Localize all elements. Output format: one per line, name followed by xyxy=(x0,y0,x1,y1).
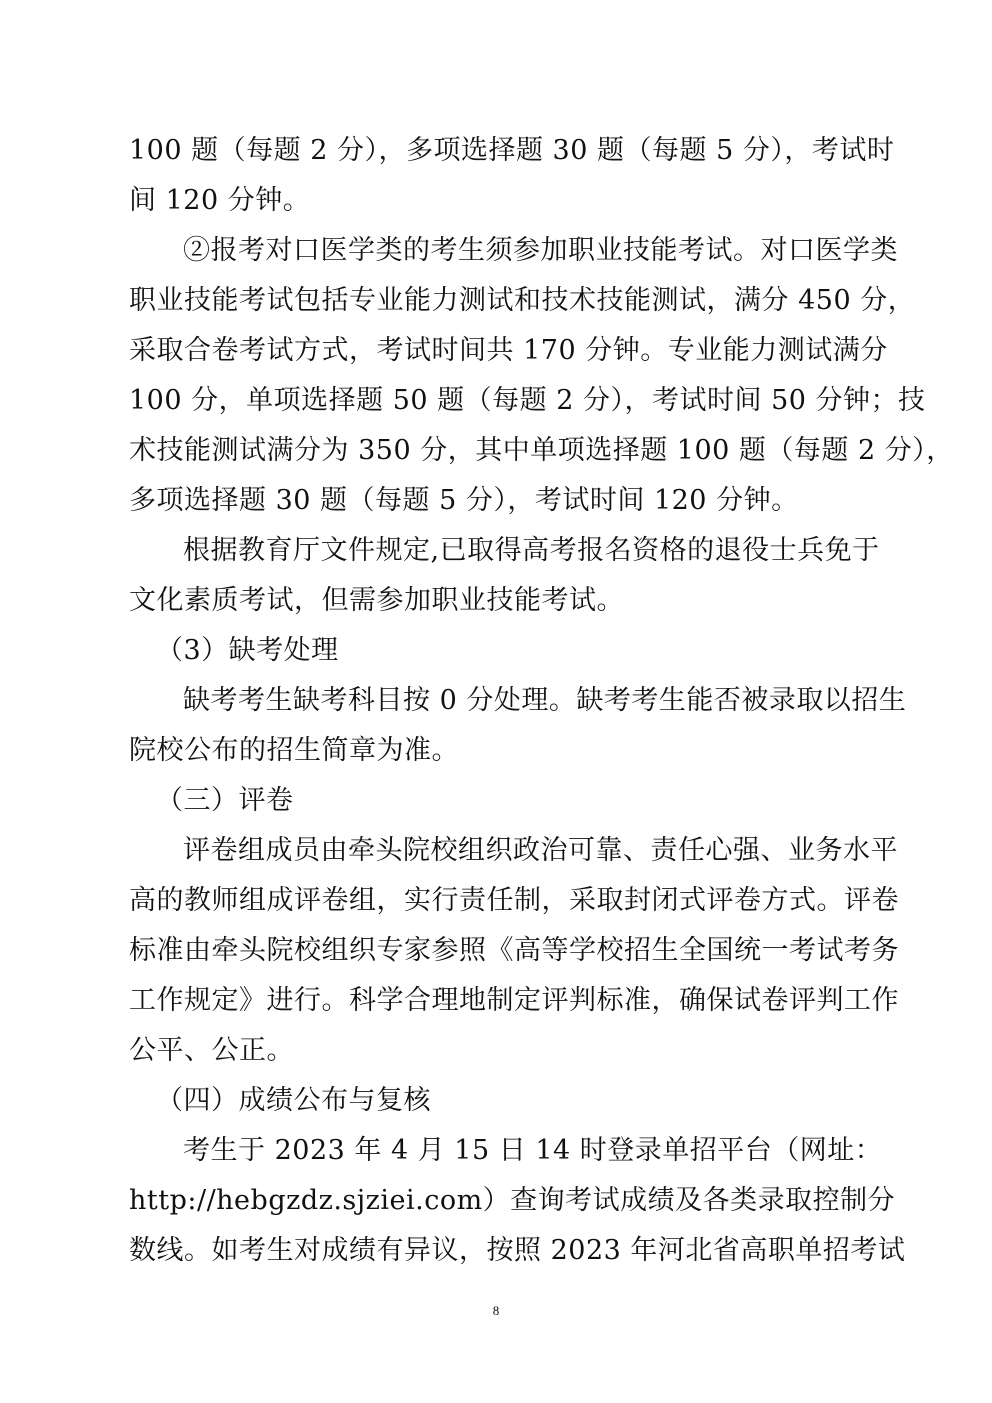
text-line: ②报考对口医学类的考生须参加职业技能考试。对口医学类 xyxy=(183,235,898,266)
text-line: 术技能测试满分为 350 分，其中单项选择题 100 题（每题 2 分）， xyxy=(129,435,954,466)
text-line: 职业技能考试包括专业能力测试和技术技能测试，满分 450 分， xyxy=(129,285,916,316)
text-line: 院校公布的招生简章为准。 xyxy=(129,735,459,766)
text-line: 评卷组成员由牵头院校组织政治可靠、责任心强、业务水平 xyxy=(183,835,898,866)
document-body xyxy=(129,126,954,1276)
text-line: 采取合卷考试方式，考试时间共 170 分钟。专业能力测试满分 xyxy=(129,335,888,366)
section-heading: （四）成绩公布与复核 xyxy=(156,1085,431,1116)
text-line: 多项选择题 30 题（每题 5 分），考试时间 120 分钟。 xyxy=(129,485,799,516)
section-heading: （3）缺考处理 xyxy=(156,635,339,666)
section-heading: （三）评卷 xyxy=(156,785,294,816)
text-line: 缺考考生缺考科目按 0 分处理。缺考考生能否被录取以招生 xyxy=(183,685,907,716)
text-line: 数线。如考生对成绩有异议，按照 2023 年河北省高职单招考试 xyxy=(129,1235,906,1266)
text-line: 文化素质考试，但需参加职业技能考试。 xyxy=(129,585,624,616)
page-number: 8 xyxy=(492,1303,500,1318)
text-line: 100 题（每题 2 分），多项选择题 30 题（每题 5 分），考试时 xyxy=(129,135,895,166)
text-line: 工作规定》进行。科学合理地制定评判标准，确保试卷评判工作 xyxy=(129,985,899,1016)
text-line: 100 分，单项选择题 50 题（每题 2 分），考试时间 50 分钟；技 xyxy=(129,385,926,416)
text-line: 间 120 分钟。 xyxy=(129,185,311,216)
text-line: 标准由牵头院校组织专家参照《高等学校招生全国统一考试考务 xyxy=(129,935,899,966)
text-line: 根据教育厅文件规定,已取得高考报名资格的退役士兵免于 xyxy=(183,535,880,566)
text-line: 考生于 2023 年 4 月 15 日 14 时登录单招平台（网址： xyxy=(183,1135,883,1166)
text-line: 公平、公正。 xyxy=(129,1035,294,1066)
text-line: 高的教师组成评卷组，实行责任制，采取封闭式评卷方式。评卷 xyxy=(129,885,899,916)
text-line: http://hebgzdz.sjziei.com）查询考试成绩及各类录取控制分 xyxy=(129,1185,896,1216)
